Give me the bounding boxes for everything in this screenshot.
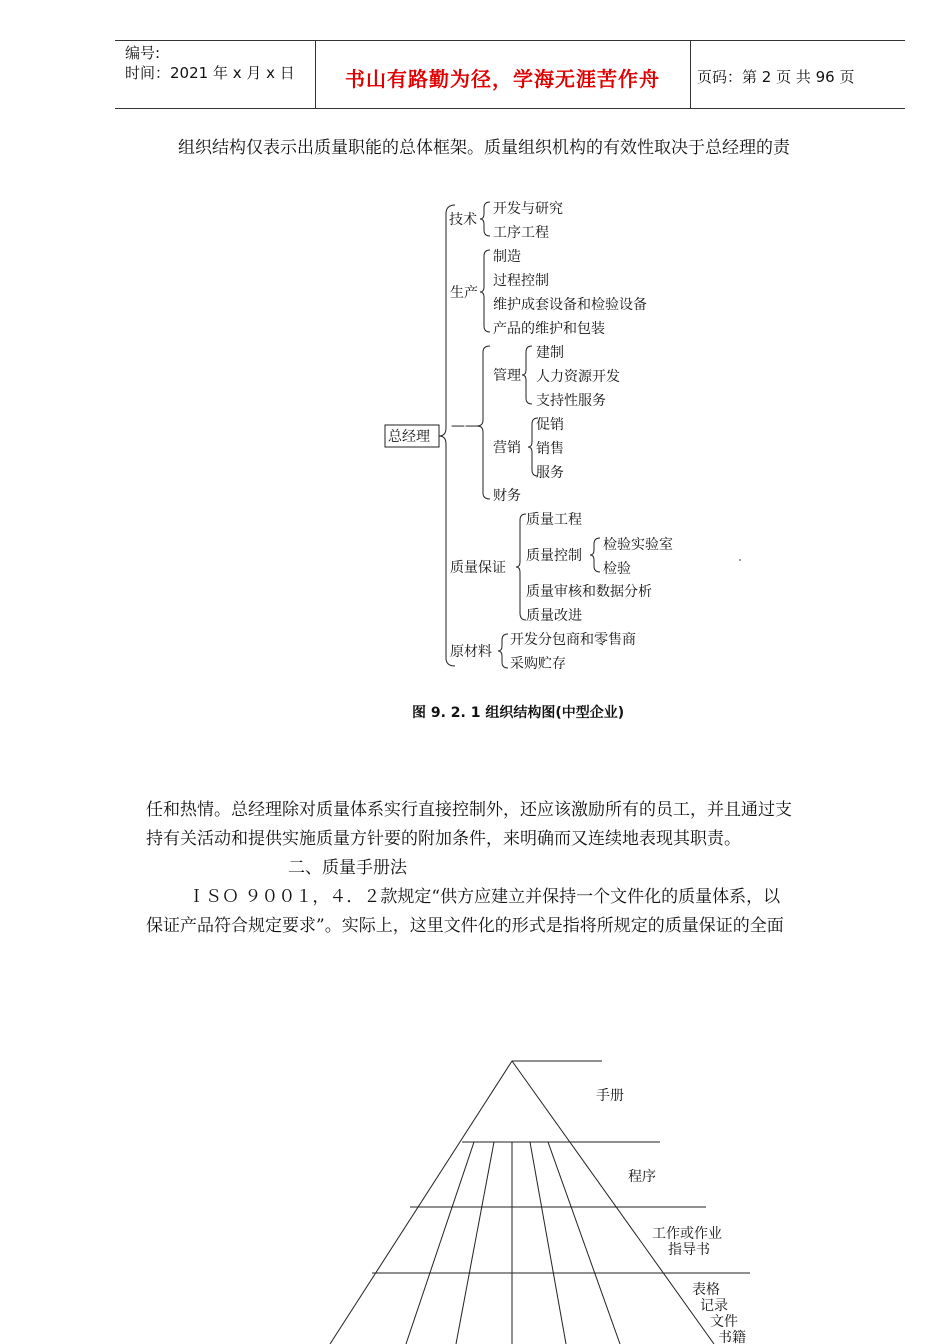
paragraph-2-line: 任和热情。总经理除对质量体系实行直接控制外，还应该激励所有的员工，并且通过支 xyxy=(146,800,792,820)
root-label: 总经理 xyxy=(388,429,430,445)
finance-label: 财务 xyxy=(493,488,521,504)
level-label-record: 记录 xyxy=(700,1298,728,1314)
page-info: 页码：第 2 页 共 96 页 xyxy=(697,68,855,86)
tech-item: 开发与研究 xyxy=(493,201,563,217)
level-label-book: 书籍 xyxy=(718,1330,746,1344)
qa-item: 质量工程 xyxy=(526,512,582,528)
header-motto: 书山有路勤为径，学海无涯苦作舟 xyxy=(345,67,660,91)
tech-label: 技术 xyxy=(449,212,477,228)
inner-line xyxy=(530,1142,566,1344)
paragraph-1: 组织结构仅表示出质量职能的总体框架。质量组织机构的有效性取决于总经理的责 xyxy=(178,138,790,158)
materials-label: 原材料 xyxy=(450,644,492,660)
level-label-form: 表格 xyxy=(692,1282,720,1298)
paragraph-2-line: 持有关活动和提供实施质量方针要的附加条件，来明确而又连续地表现其职责。 xyxy=(146,829,741,849)
marketing-label: 营销 xyxy=(493,440,521,456)
paragraph-3-line: 保证产品符合规定要求”。实际上，这里文件化的形式是指将所规定的质量保证的全面 xyxy=(146,916,784,936)
tech-item: 工序工程 xyxy=(493,225,549,241)
production-item: 维护成套设备和检验设备 xyxy=(493,297,647,313)
level-label-manual: 手册 xyxy=(596,1088,624,1104)
qc-item: 检验实验室 xyxy=(603,537,673,553)
inner-line xyxy=(548,1142,620,1344)
level-label-procedure: 程序 xyxy=(628,1169,656,1185)
paragraph-3-line: ＩＳＯ ９００１，４．２款规定“供方应建立并保持一个文件化的质量体系，以 xyxy=(188,887,781,907)
management-item: 建制 xyxy=(536,345,564,361)
production-label: 生产 xyxy=(450,285,478,301)
production-item: 产品的维护和包装 xyxy=(493,321,605,337)
pyramid-left-edge xyxy=(330,1061,512,1344)
qa-item: 质量审核和数据分析 xyxy=(526,584,652,600)
qc-item: 检验 xyxy=(603,561,631,577)
production-item: 制造 xyxy=(493,249,521,265)
qa-label: 质量保证 xyxy=(450,560,506,576)
level-label-instruction: 指导书 xyxy=(668,1242,710,1258)
level-label-work: 工作或作业 xyxy=(652,1226,722,1242)
materials-item: 采购贮存 xyxy=(510,656,566,672)
marketing-item: 销售 xyxy=(536,441,564,457)
marketing-item: 服务 xyxy=(536,465,564,481)
dash: —— xyxy=(451,418,479,434)
section-title: 二、质量手册法 xyxy=(288,858,407,878)
production-item: 过程控制 xyxy=(493,273,549,289)
materials-item: 开发分包商和零售商 xyxy=(510,632,636,648)
management-label: 管理 xyxy=(493,368,521,384)
number-label: 编号: xyxy=(125,44,161,62)
figure-caption: 图 9. 2. 1 组织结构图(中型企业) xyxy=(412,705,625,721)
marketing-item: 促销 xyxy=(536,417,564,433)
inner-line xyxy=(456,1142,494,1344)
qa-item: 质量改进 xyxy=(526,608,582,624)
level-label-document: 文件 xyxy=(710,1314,738,1330)
management-item: 人力资源开发 xyxy=(536,369,620,385)
time-label: 时间：2021 年 x 月 x 日 xyxy=(125,64,295,82)
management-item: 支持性服务 xyxy=(536,393,606,409)
qc-label: 质量控制 xyxy=(526,548,582,564)
